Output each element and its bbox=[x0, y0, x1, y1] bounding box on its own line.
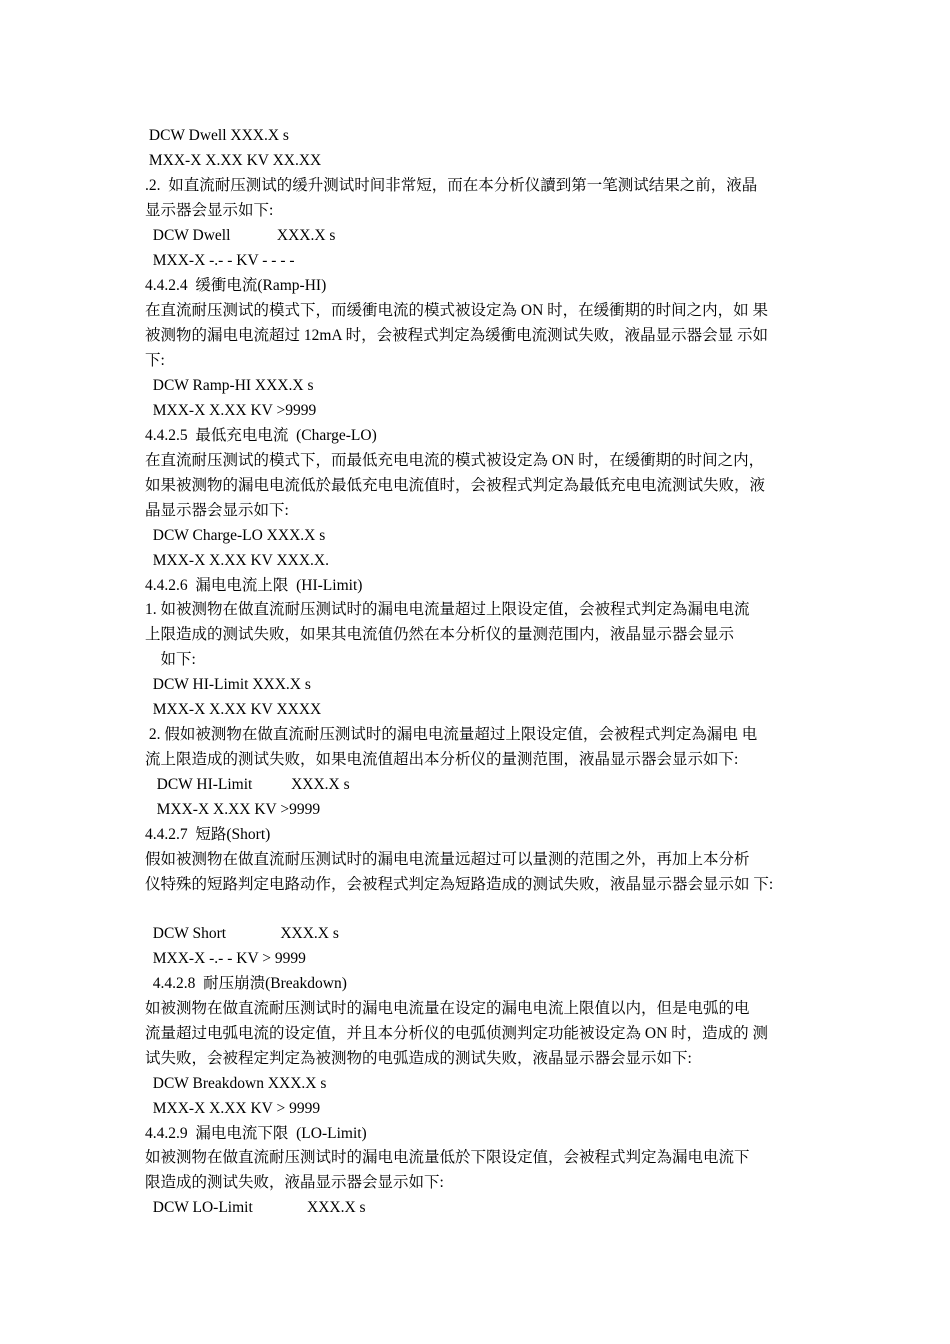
text-line: DCW Dwell XXX.X s bbox=[145, 127, 289, 144]
text-line: DCW Short XXX.X s bbox=[145, 925, 339, 942]
text-line: 如果被测物的漏电电流低於最低充电电流值时，会被程式判定為最低充电电流测试失败，液 bbox=[145, 477, 766, 494]
section-heading: 4.4.2.7 短路(Short) bbox=[145, 826, 271, 843]
text-line: MXX-X -.- - KV > 9999 bbox=[145, 950, 306, 967]
text-line: 晶显示器会显示如下: bbox=[145, 502, 289, 519]
text-line: 1. 如被测物在做直流耐压测试时的漏电电流量超过上限设定值，会被程式判定為漏电电流 bbox=[145, 601, 750, 618]
text-line: MXX-X X.XX KV >9999 bbox=[145, 402, 317, 419]
text-line: MXX-X X.XX KV XXX.X. bbox=[145, 552, 329, 569]
text-line: DCW Dwell XXX.X s bbox=[145, 227, 336, 244]
section-heading: 4.4.2.9 漏电电流下限 (LO-Limit) bbox=[145, 1125, 367, 1142]
text-line: 流上限造成的测试失败，如果电流值超出本分析仪的量测范围，液晶显示器会显示如下: bbox=[145, 751, 739, 768]
text-line: 流量超过电弧电流的设定值，并且本分析仪的电弧侦测判定功能被设定為 ON 时，造成的 测 bbox=[145, 1025, 769, 1042]
text-line: 如被测物在做直流耐压测试时的漏电电流量在设定的漏电电流上限值以内，但是电弧的电 bbox=[145, 1000, 750, 1017]
section-heading: 4.4.2.8 耐压崩溃(Breakdown) bbox=[145, 975, 347, 992]
text-line: MXX-X X.XX KV XXXX bbox=[145, 701, 322, 718]
text-line: 2. 假如被测物在做直流耐压测试时的漏电电流量超过上限设定值，会被程式判定為漏电 电 bbox=[145, 726, 758, 743]
text-line: DCW Ramp-HI XXX.X s bbox=[145, 377, 314, 394]
text-line: DCW LO-Limit XXX.X s bbox=[145, 1199, 366, 1216]
text-line: 如下: bbox=[145, 651, 196, 668]
text-line: 被测物的漏电电流超过 12mA 时，会被程式判定為缓衝电流测试失败，液晶显示器会显 示如 bbox=[145, 327, 769, 344]
text-line: 显示器会显示如下: bbox=[145, 202, 274, 219]
section-heading: 4.4.2.4 缓衝电流(Ramp-HI) bbox=[145, 277, 327, 294]
text-line: 限造成的测试失败，液晶显示器会显示如下: bbox=[145, 1174, 444, 1191]
text-line: 在直流耐压测试的模式下，而缓衝电流的模式被设定為 ON 时，在缓衝期的时间之内，如 果 bbox=[145, 302, 769, 319]
text-line: .2. 如直流耐压测试的缓升测试时间非常短，而在本分析仪讀到第一笔测试结果之前，液晶 bbox=[145, 177, 758, 194]
text-line: DCW HI-Limit XXX.X s bbox=[145, 776, 350, 793]
text-line: 仪特殊的短路判定电路动作，会被程式判定為短路造成的测试失败，液晶显示器会显示如 下: bbox=[145, 876, 774, 893]
text-line: 下: bbox=[145, 352, 165, 369]
text-line: DCW Breakdown XXX.X s bbox=[145, 1075, 327, 1092]
text-line: 假如被测物在做直流耐压测试时的漏电电流量远超过可以量测的范围之外，再加上本分析 bbox=[145, 851, 750, 868]
text-line: DCW HI-Limit XXX.X s bbox=[145, 676, 311, 693]
section-heading: 4.4.2.6 漏电电流上限 (HI-Limit) bbox=[145, 577, 363, 594]
text-line: 上限造成的测试失败，如果其电流值仍然在本分析仪的量测范围内，液晶显示器会显示 bbox=[145, 626, 735, 643]
text-line: 如被测物在做直流耐压测试时的漏电电流量低於下限设定值，会被程式判定為漏电电流下 bbox=[145, 1149, 750, 1166]
text-line: MXX-X -.- - KV - - - - bbox=[145, 252, 295, 269]
text-line: 试失败，会被程定判定為被测物的电弧造成的测试失败，液晶显示器会显示如下: bbox=[145, 1050, 692, 1067]
section-heading: 4.4.2.5 最低充电电流 (Charge-LO) bbox=[145, 427, 377, 444]
text-line: MXX-X X.XX KV > 9999 bbox=[145, 1100, 321, 1117]
text-line: MXX-X X.XX KV >9999 bbox=[145, 801, 321, 818]
text-line: MXX-X X.XX KV XX.XX bbox=[145, 152, 322, 169]
text-line: DCW Charge-LO XXX.X s bbox=[145, 527, 326, 544]
text-line: 在直流耐压测试的模式下，而最低充电电流的模式被设定為 ON 时，在缓衝期的时间之内， bbox=[145, 452, 765, 469]
